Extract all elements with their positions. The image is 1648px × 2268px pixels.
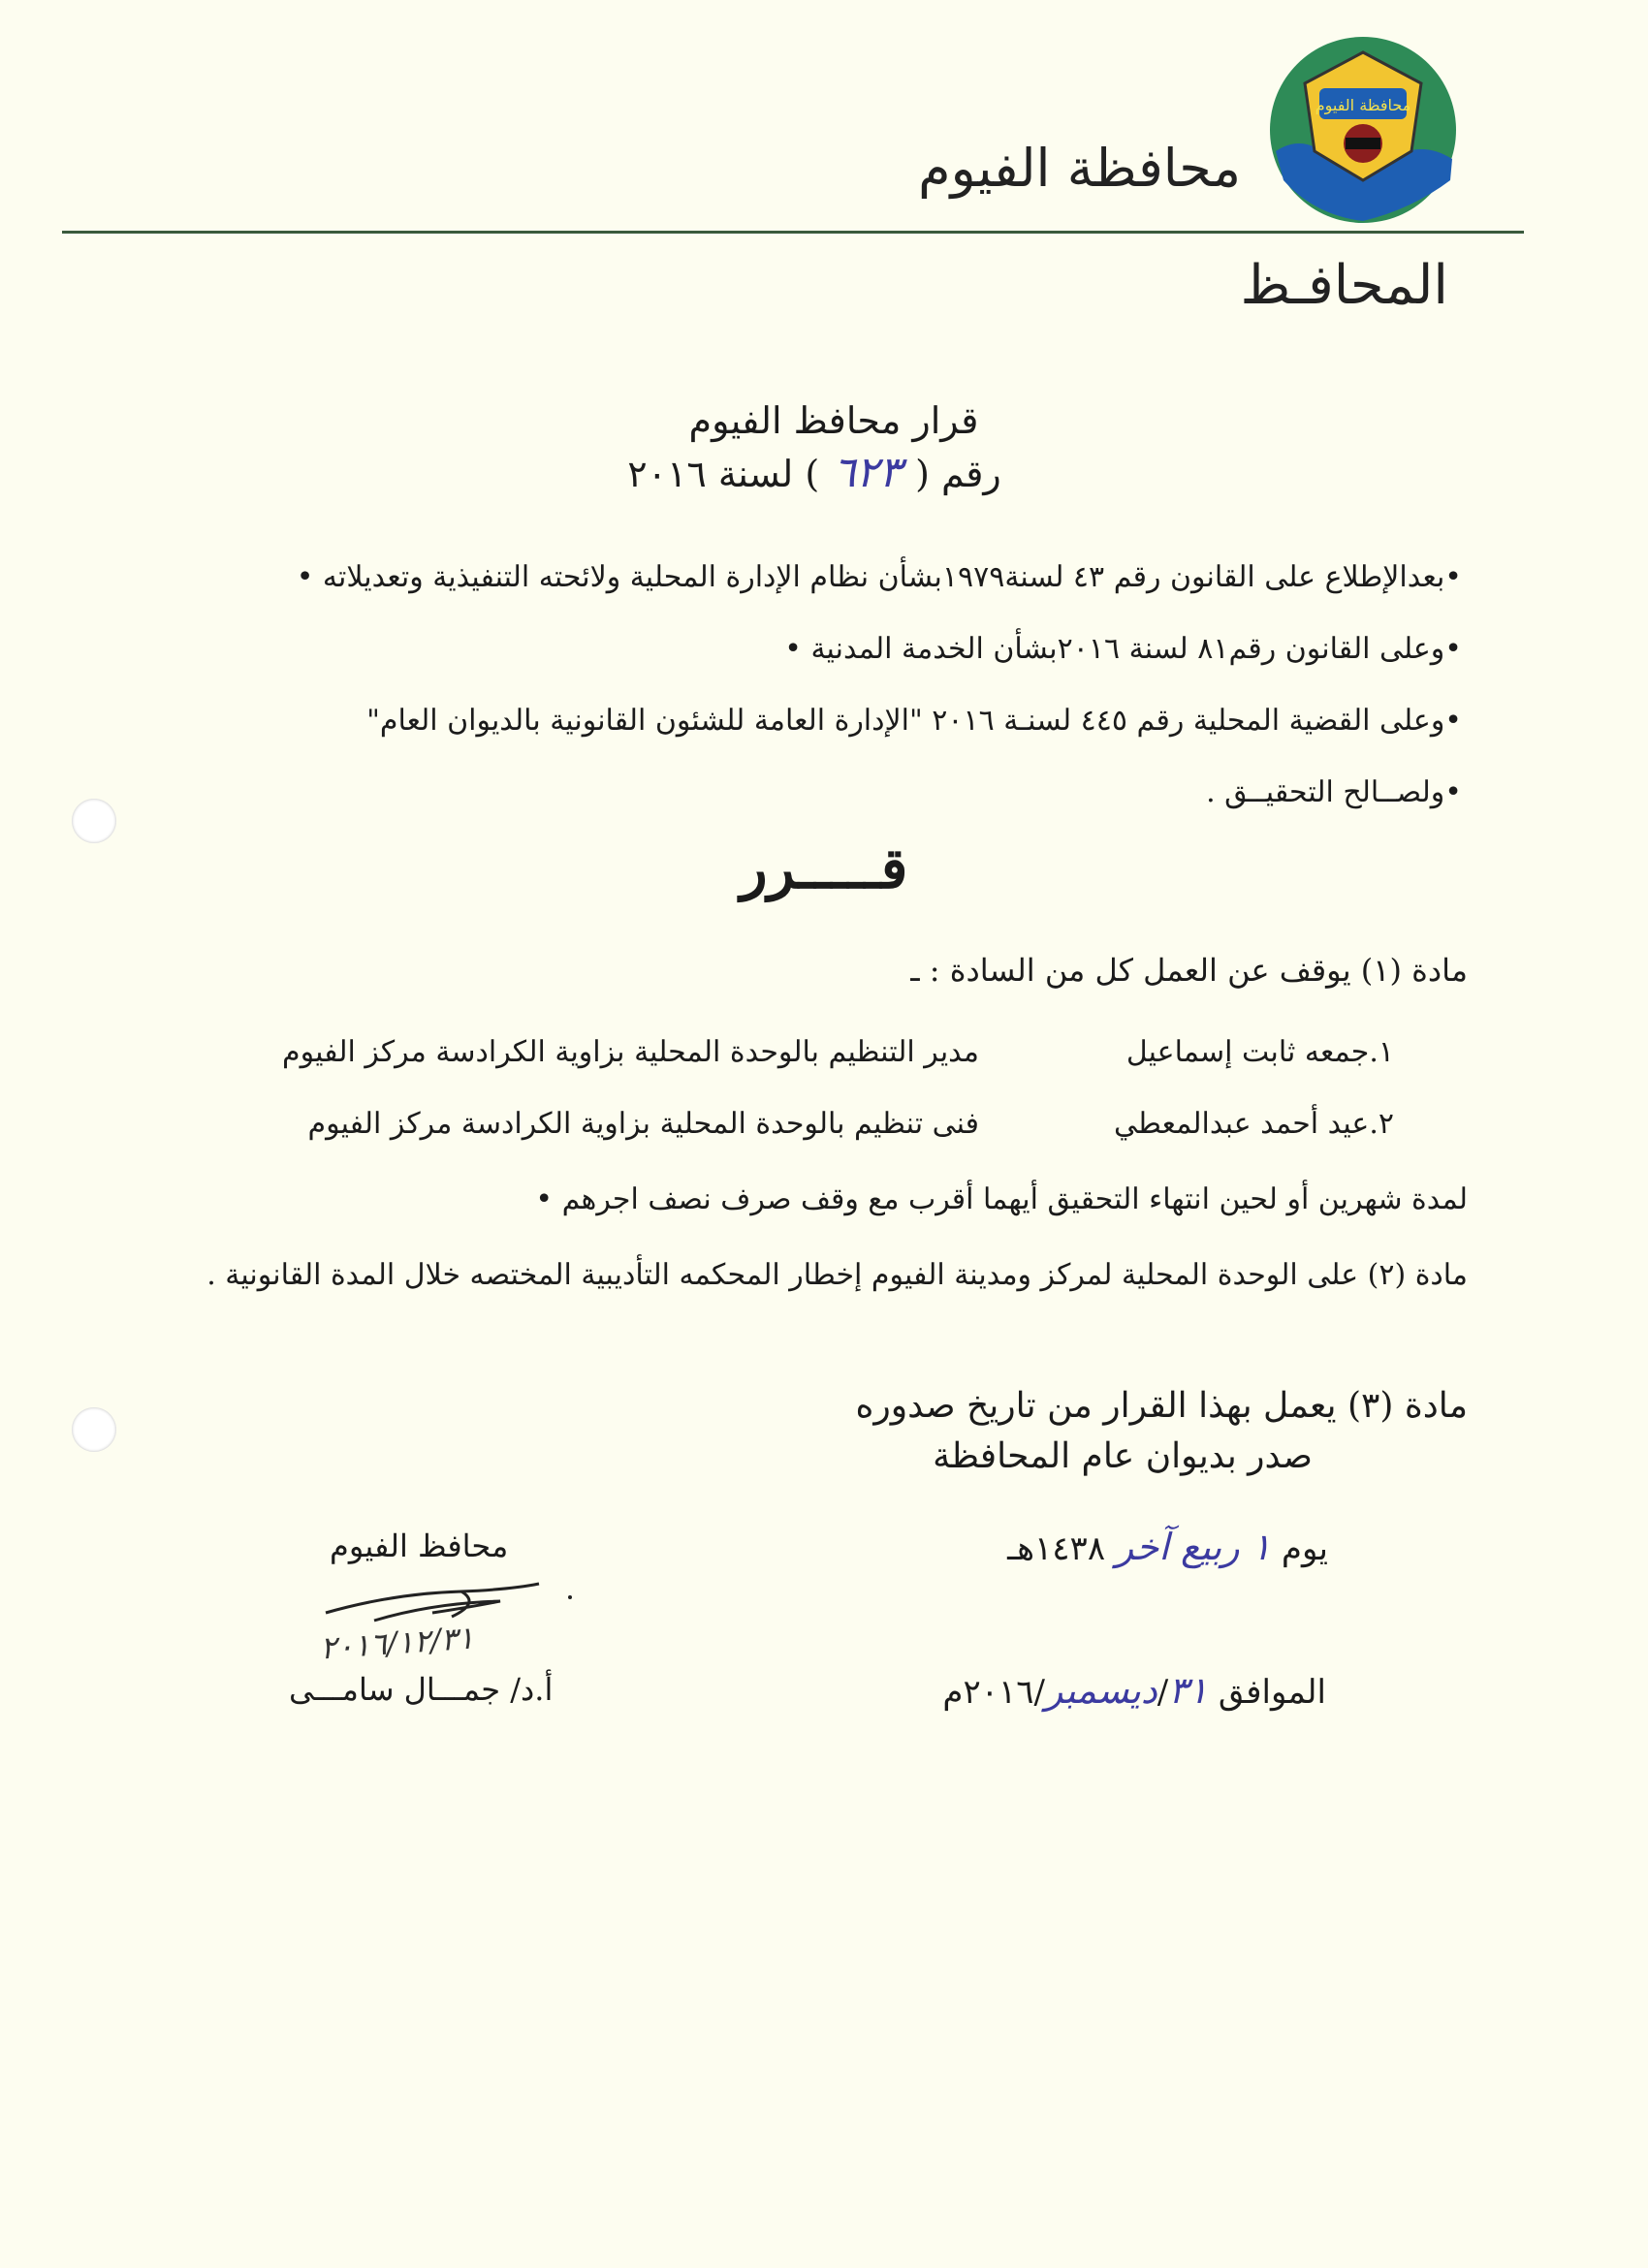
hijri-day-handwritten: ١ ربيع آخر (1115, 1526, 1272, 1568)
day-label: يوم (1281, 1529, 1328, 1568)
governor-name: أ.د/ جمـــال سامـــى (289, 1671, 554, 1708)
hijri-year: ١٤٣٨هـ (1007, 1529, 1106, 1568)
gregorian-date-line: الموافق ٣١/ديسمبر/٢٠١٦م (942, 1669, 1326, 1712)
person-2-name: ٢.عيد أحمد عبدالمعطي (1113, 1107, 1394, 1141)
person-2-role: فنى تنظيم بالوحدة المحلية بزاوية الكرادسة مركز الفيوم (307, 1107, 979, 1141)
governor-title: محافظ الفيوم (330, 1528, 509, 1564)
preamble-line: •ولصــالح التحقيــق . (1206, 775, 1462, 809)
signature-date-handwritten: ٢٠١٦/١٢/٣١ (318, 1619, 476, 1667)
decree-number-suffix: ) لسنة ٢٠١٦ (627, 453, 820, 495)
decree-number-line (582, 448, 1047, 497)
corresponding-label: الموافق (1218, 1673, 1326, 1712)
preamble-line: •وعلى القضية المحلية رقم ٤٤٥ لسنـة ٢٠١٦ "الإدارة العامة للشئون القانونية بالديوان العام" (366, 704, 1462, 738)
governorate-name: محافظة الفيوم (918, 138, 1241, 199)
article-1: مادة (١) يوقف عن العمل كل من السادة : ـ (910, 952, 1468, 989)
hijri-date-line (1007, 1526, 1328, 1568)
office-title: المحافـظ (1240, 254, 1448, 317)
fayoum-emblem-logo (1266, 35, 1460, 225)
greg-month-handwritten: ديسمبر (1044, 1669, 1157, 1712)
article-3: مادة (٣) يعمل بهذا القرار من تاريخ صدوره (855, 1386, 1468, 1426)
person-1-name: ١.جمعه ثابت إسماعيل (1125, 1035, 1394, 1069)
decides-heading: قـــــرر (740, 835, 908, 901)
header-divider (62, 231, 1524, 234)
article-2: مادة (٢) على الوحدة المحلية لمركز ومدينة الفيوم إخطار المحكمه التأديبية المختصه خلال المدة القانونية . (206, 1258, 1468, 1292)
decree-number-handwritten: ٦٢٣ (833, 448, 903, 497)
decree-title: قرار محافظ الفيوم (688, 399, 979, 442)
issued-at: صدر بديوان عام المحافظة (933, 1436, 1313, 1476)
punch-hole (72, 1407, 116, 1452)
article-1-continuation: لمدة شهرين أو لحين انتهاء التحقيق أيهما أقرب مع وقف صرف نصف اجرهم • (535, 1182, 1468, 1216)
preamble-line: •وعلى القانون رقم٨١ لسنة ٢٠١٦بشأن الخدمة المدنية • (784, 632, 1462, 666)
decree-number-prefix: رقم ( (915, 453, 1001, 495)
greg-year: /٢٠١٦م (942, 1673, 1045, 1712)
punch-hole (72, 799, 116, 843)
preamble-line: •بعدالإطلاع على القانون رقم ٤٣ لسنة١٩٧٩بشأن نظام الإدارة المحلية ولائحته التنفيذية وتعديلاته • (296, 560, 1462, 594)
greg-day-handwritten: ٣١ (1168, 1669, 1209, 1712)
person-1-role: مدير التنظيم بالوحدة المحلية بزاوية الكرادسة مركز الفيوم (282, 1035, 979, 1069)
svg-text:محافظة الفيوم: محافظة الفيوم (1315, 96, 1411, 114)
